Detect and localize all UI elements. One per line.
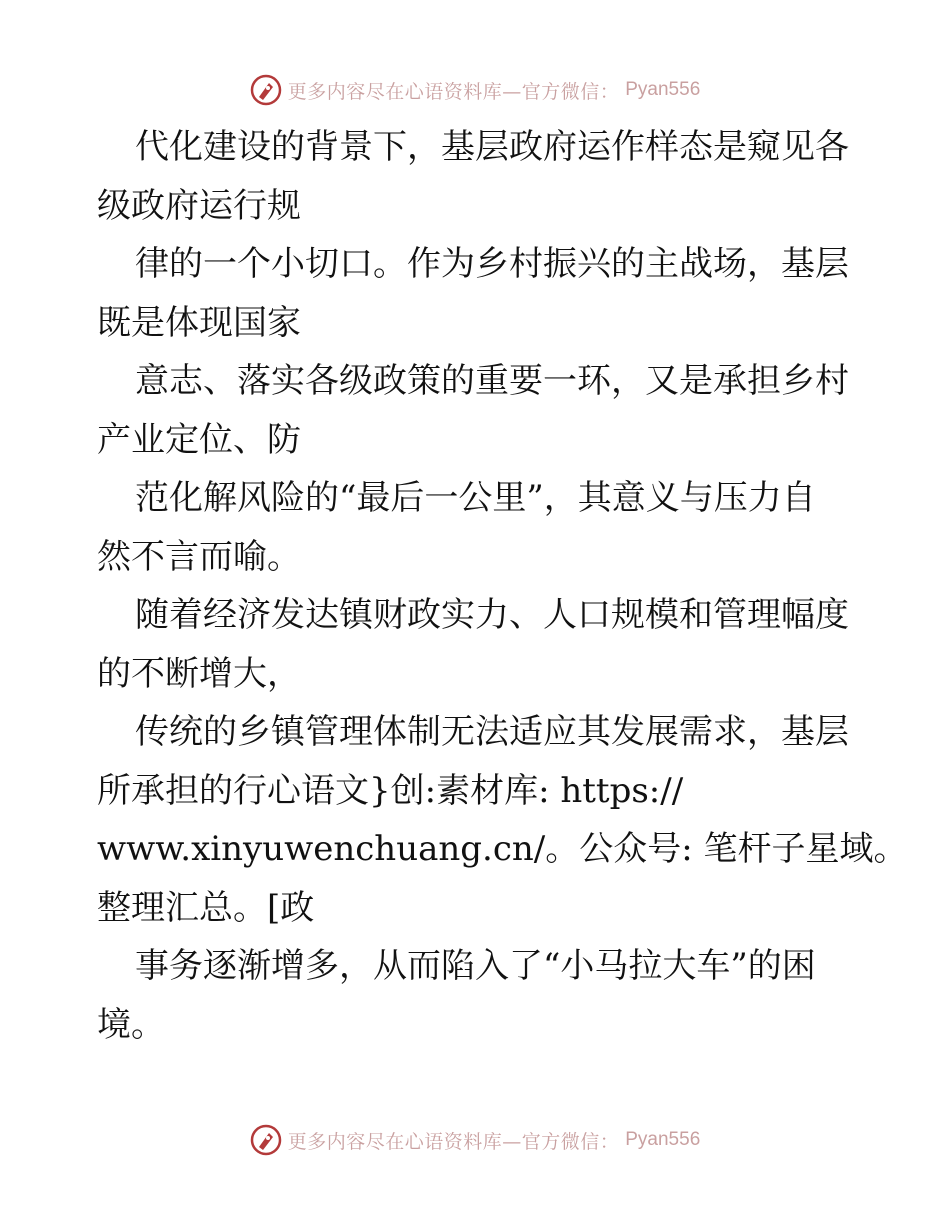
body-line: 境。 bbox=[97, 1004, 165, 1045]
body-line: 代化建设的背景下，基层政府运作样态是窥见各 bbox=[135, 127, 849, 167]
body-line: 随着经济发达镇财政实力、人口规模和管理幅度 bbox=[135, 595, 849, 635]
body-line: 范化解风险的“最后一公里”，其意义与压力自 bbox=[135, 478, 816, 518]
watermark-text: 更多内容尽在心语资料库—官方微信： bbox=[287, 80, 620, 103]
body-line: 事务逐渐增多，从而陷入了“小马拉大车”的困 bbox=[135, 946, 816, 986]
body-line: 产业定位、防 bbox=[97, 419, 301, 460]
pen-nib-icon bbox=[250, 1124, 282, 1156]
body-line: 律的一个小切口。作为乡村振兴的主战场，基层 bbox=[135, 244, 849, 284]
body-line: 传统的乡镇管理体制无法适应其发展需求，基层 bbox=[135, 712, 849, 752]
body-line: 级政府运行规 bbox=[97, 185, 301, 226]
body-line: 然不言而喻。 bbox=[97, 536, 301, 577]
document-body bbox=[97, 118, 908, 1054]
pen-nib-icon bbox=[250, 74, 282, 106]
watermark-text: 更多内容尽在心语资料库—官方微信： bbox=[287, 1130, 620, 1153]
body-line: 所承担的行心语文}创:素材库: https:// bbox=[97, 770, 684, 811]
body-line: 既是体现国家 bbox=[97, 302, 301, 343]
footer-watermark bbox=[0, 1120, 950, 1160]
body-line: 的不断增大， bbox=[97, 653, 301, 694]
watermark-id: Pyan556 bbox=[625, 1129, 701, 1150]
header-watermark bbox=[0, 70, 950, 110]
body-line: 意志、落实各级政策的重要一环，又是承担乡村 bbox=[135, 361, 849, 401]
body-line: www.xinyuwenchuang.cn/。公众号: 笔杆子星域。 bbox=[97, 829, 908, 869]
watermark-id: Pyan556 bbox=[625, 79, 701, 100]
body-line: 整理汇总。[政 bbox=[97, 887, 315, 928]
